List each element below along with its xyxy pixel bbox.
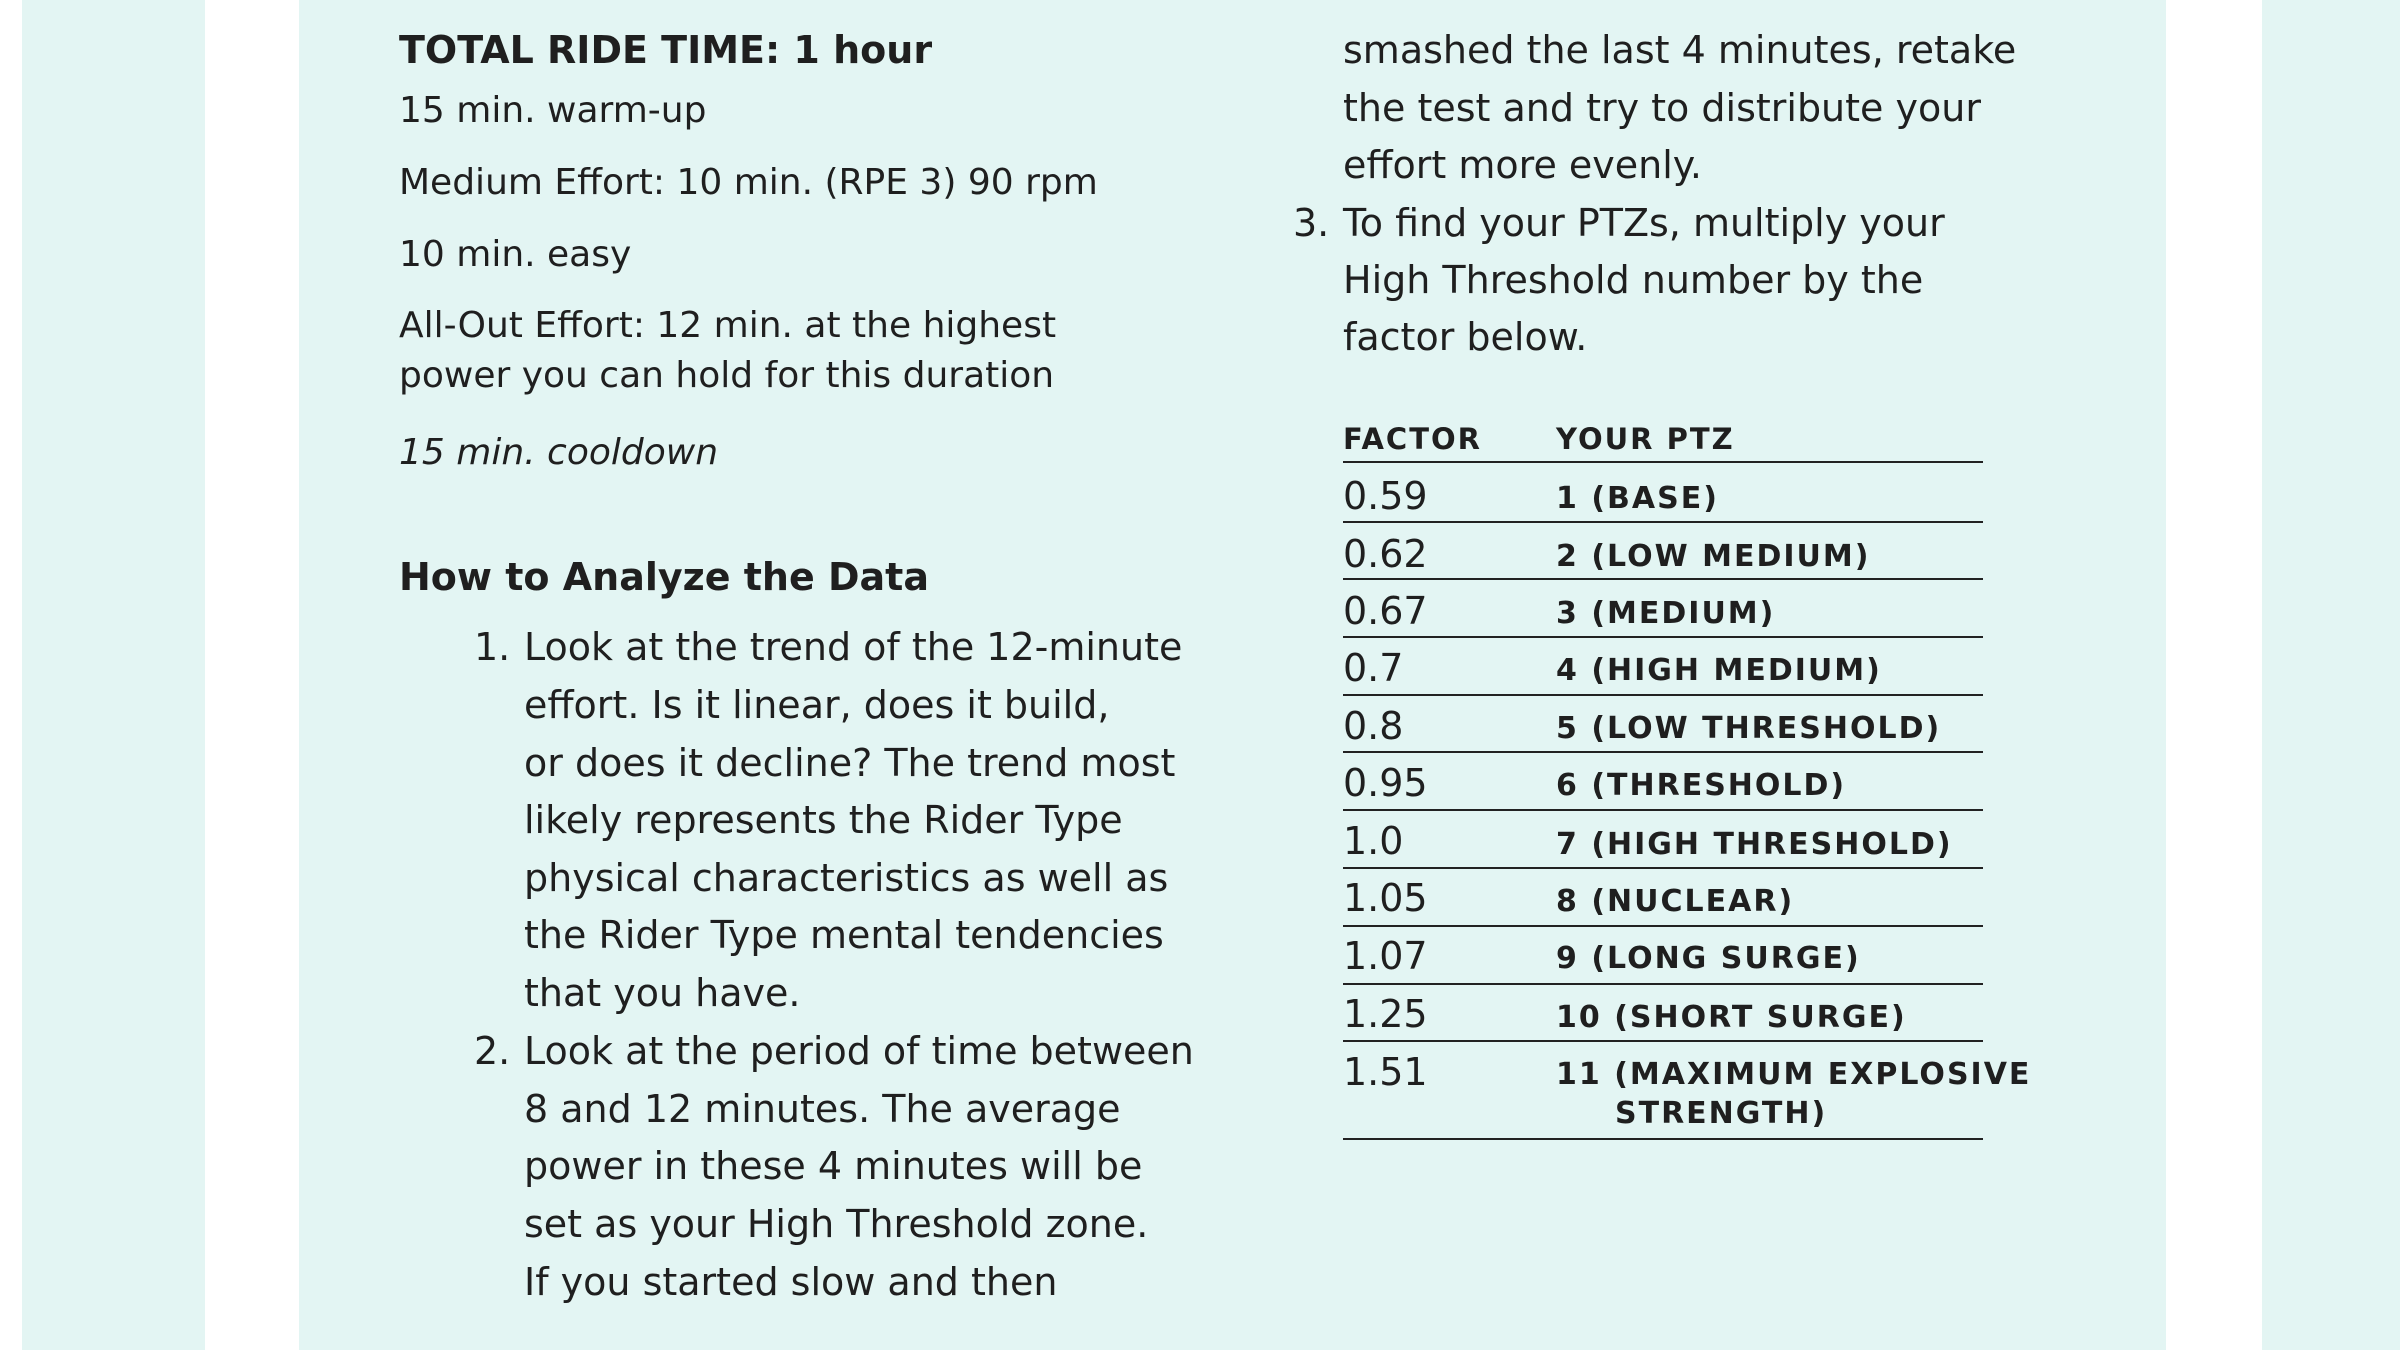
factor-cell: 0.67 xyxy=(1343,589,1428,633)
factor-cell: 0.59 xyxy=(1343,474,1428,518)
zone-cell-continued: STRENGTH) xyxy=(1615,1096,1828,1131)
table-rule xyxy=(1343,578,1983,580)
workout-step: Medium Effort: 10 min. (RPE 3) 90 rpm xyxy=(399,162,1098,203)
right-margin-band xyxy=(2262,0,2400,1350)
zone-cell: 7 (HIGH THRESHOLD) xyxy=(1556,827,1953,862)
table-rule xyxy=(1343,1040,1983,1042)
workout-step: All-Out Effort: 12 min. at the highest xyxy=(399,305,1057,346)
list-item-line: Look at the period of time between xyxy=(524,1029,1194,1073)
list-item-line: To find your PTZs, multiply your xyxy=(1343,201,1945,245)
zone-cell: 8 (NUCLEAR) xyxy=(1556,884,1795,919)
factor-cell: 1.05 xyxy=(1343,876,1428,920)
workout-step: 15 min. warm-up xyxy=(399,90,707,131)
factor-cell: 1.51 xyxy=(1343,1050,1428,1094)
table-rule xyxy=(1343,636,1983,638)
table-rule xyxy=(1343,925,1983,927)
zone-cell: 5 (LOW THRESHOLD) xyxy=(1556,711,1942,746)
workout-step: 10 min. easy xyxy=(399,234,632,275)
table-rule xyxy=(1343,867,1983,869)
factor-cell: 1.0 xyxy=(1343,819,1404,863)
table-rule xyxy=(1343,694,1983,696)
list-item-line: power in these 4 minutes will be xyxy=(524,1144,1143,1188)
workout-step: 15 min. cooldown xyxy=(399,432,719,473)
zone-cell: 6 (THRESHOLD) xyxy=(1556,768,1847,803)
zone-cell: 11 (MAXIMUM EXPLOSIVE xyxy=(1556,1057,2032,1092)
factor-cell: 1.25 xyxy=(1343,992,1428,1036)
analysis-heading: How to Analyze the Data xyxy=(399,555,929,599)
list-item-line: the test and try to distribute your xyxy=(1343,86,1981,130)
zone-cell: 4 (HIGH MEDIUM) xyxy=(1556,653,1882,688)
zone-cell: 1 (BASE) xyxy=(1556,481,1719,516)
factor-cell: 0.8 xyxy=(1343,704,1404,748)
table-rule xyxy=(1343,1138,1983,1140)
list-item-line: physical characteristics as well as xyxy=(524,856,1169,900)
left-margin-band xyxy=(22,0,205,1350)
list-item-line: effort. Is it linear, does it build, xyxy=(524,683,1110,727)
table-rule xyxy=(1343,521,1983,523)
list-item-line: that you have. xyxy=(524,971,801,1015)
zone-cell: 10 (SHORT SURGE) xyxy=(1556,1000,1907,1035)
list-number: 3. xyxy=(1293,201,1330,245)
list-item-line: or does it decline? The trend most xyxy=(524,741,1176,785)
list-item-line: effort more evenly. xyxy=(1343,143,1702,187)
list-item-line: factor below. xyxy=(1343,315,1588,359)
list-item-line: High Threshold number by the xyxy=(1343,258,1924,302)
zone-cell: 2 (LOW MEDIUM) xyxy=(1556,539,1871,574)
list-item-line: Look at the trend of the 12-minute xyxy=(524,625,1183,669)
list-number: 2. xyxy=(474,1029,511,1073)
factor-cell: 0.7 xyxy=(1343,646,1404,690)
workout-step-continued: power you can hold for this duration xyxy=(399,355,1055,396)
zone-cell: 3 (MEDIUM) xyxy=(1556,596,1776,631)
table-rule xyxy=(1343,461,1983,463)
list-number: 1. xyxy=(474,625,511,669)
list-item-line: If you started slow and then xyxy=(524,1260,1058,1304)
list-item-line: the Rider Type mental tendencies xyxy=(524,913,1164,957)
zone-cell: 9 (LONG SURGE) xyxy=(1556,941,1861,976)
factor-cell: 1.07 xyxy=(1343,934,1428,978)
table-rule xyxy=(1343,809,1983,811)
table-rule xyxy=(1343,983,1983,985)
table-rule xyxy=(1343,751,1983,753)
column-header-zone: YOUR PTZ xyxy=(1556,422,1735,456)
column-header-factor: FACTOR xyxy=(1343,422,1482,456)
list-item-line: set as your High Threshold zone. xyxy=(524,1202,1149,1246)
ride-time-title: TOTAL RIDE TIME: 1 hour xyxy=(399,28,933,72)
factor-cell: 0.95 xyxy=(1343,761,1428,805)
list-item-line: 8 and 12 minutes. The average xyxy=(524,1087,1121,1131)
factor-cell: 0.62 xyxy=(1343,532,1428,576)
list-item-line: likely represents the Rider Type xyxy=(524,798,1123,842)
list-item-line: smashed the last 4 minutes, retake xyxy=(1343,28,2017,72)
